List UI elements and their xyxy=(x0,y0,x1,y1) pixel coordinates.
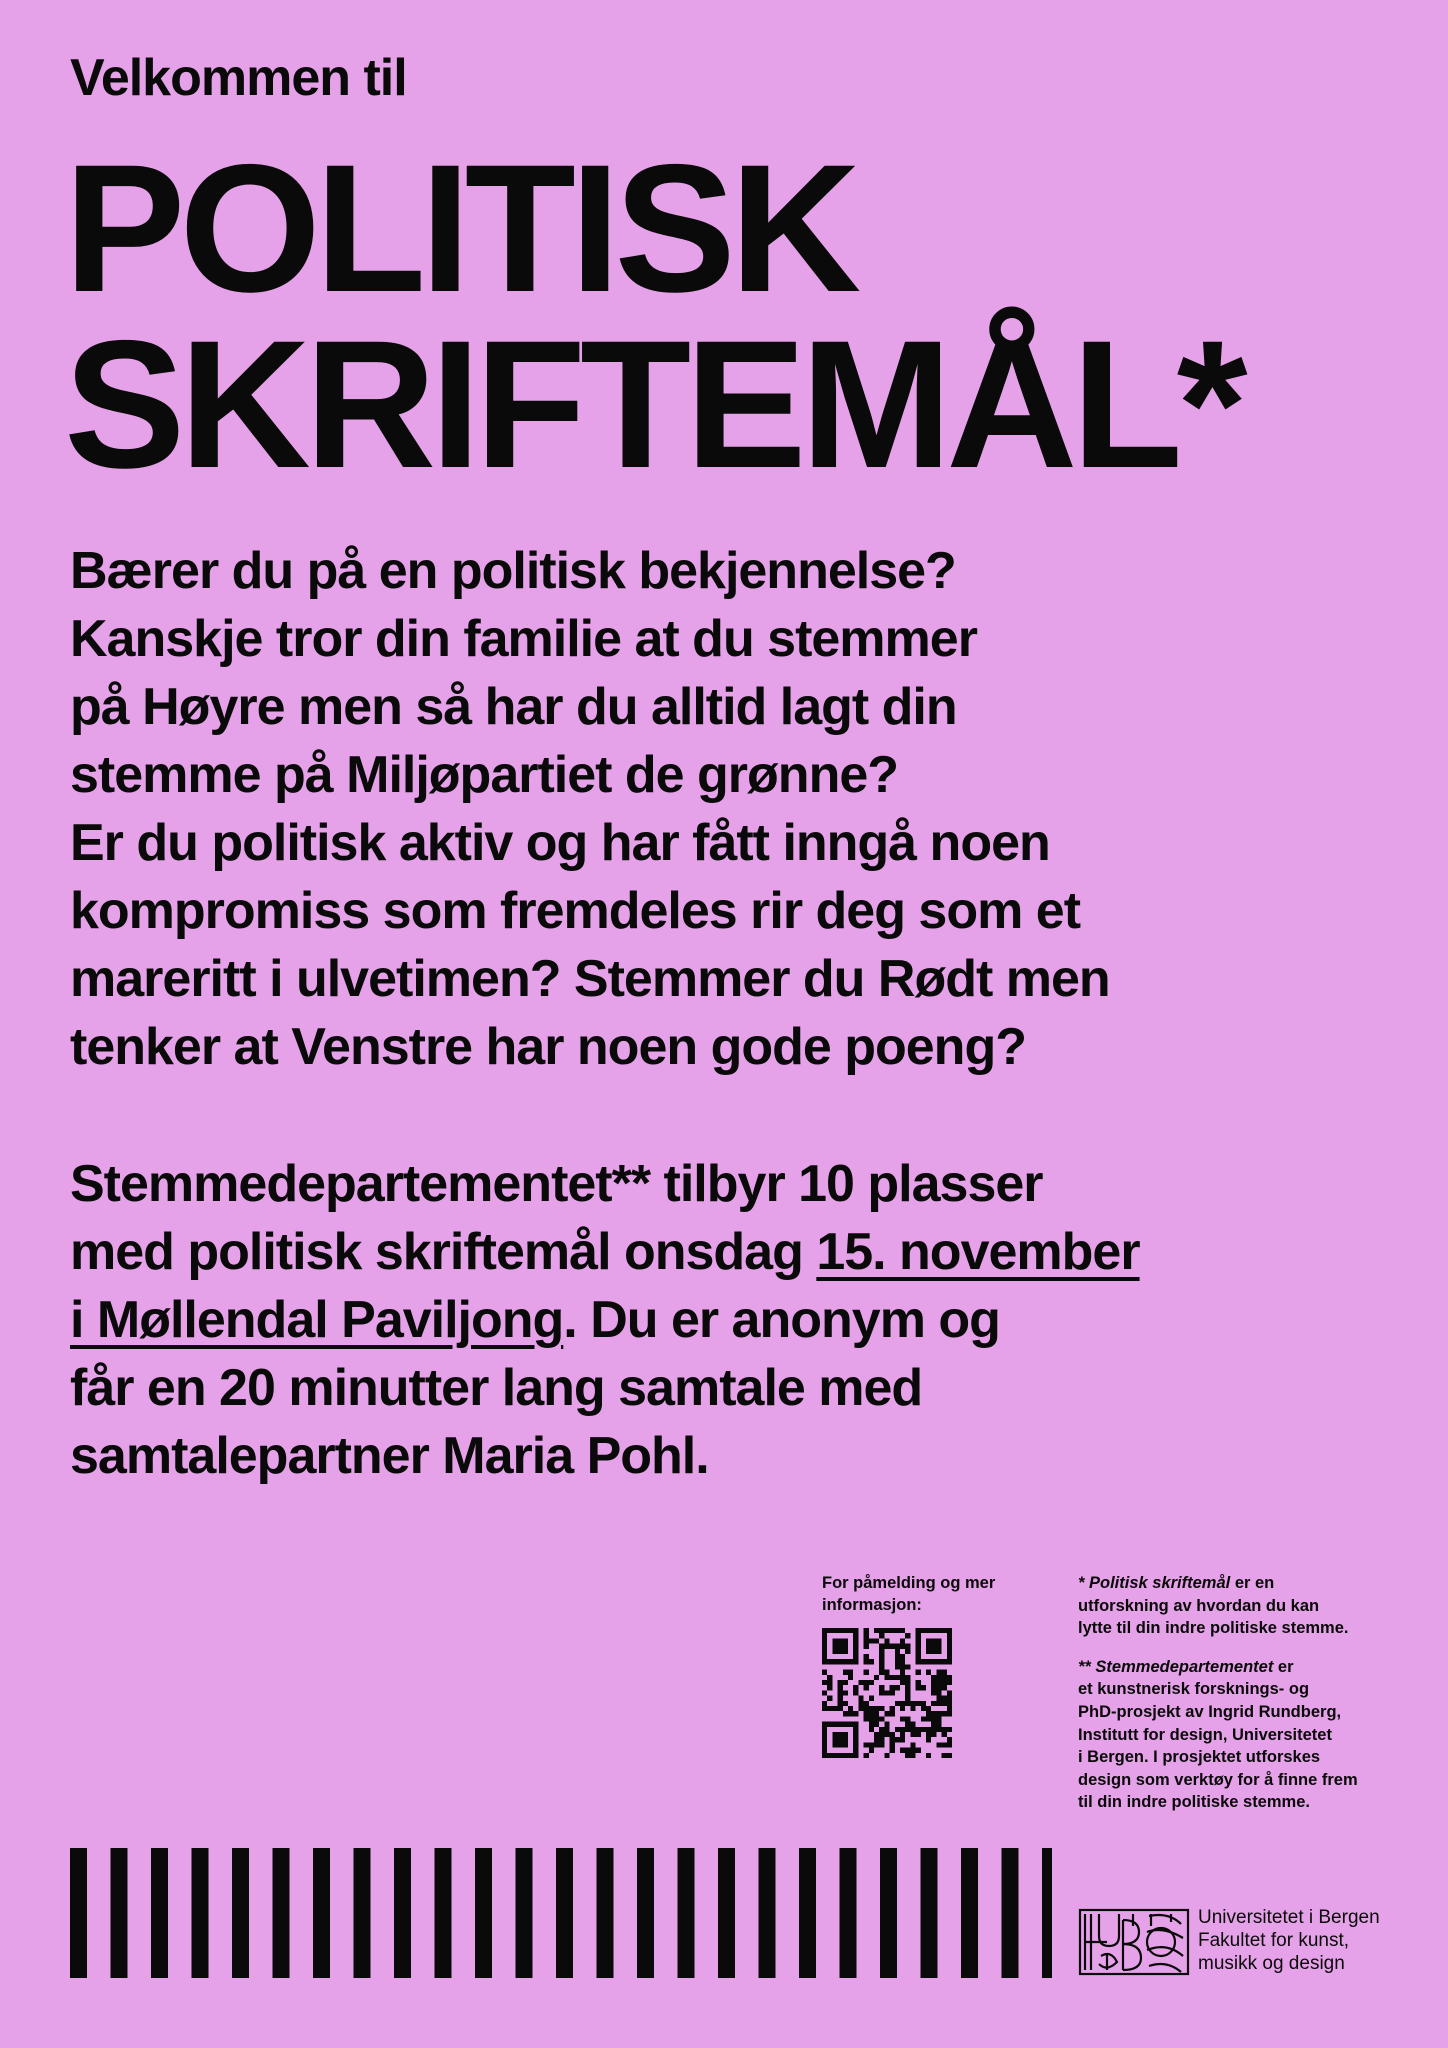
footnote-text: er xyxy=(1273,1657,1294,1676)
offer-text: med politisk skriftemål onsdag xyxy=(70,1223,817,1281)
stripe-bar xyxy=(475,1848,492,1978)
stripe-bar xyxy=(1002,1848,1019,1978)
intro-line: tenker at Venstre har noen gode poeng? xyxy=(70,1018,1026,1076)
stripe-bar xyxy=(435,1848,452,1978)
stripe-bar xyxy=(273,1848,290,1978)
title-line-1: POLITISK xyxy=(64,126,856,330)
institution-name xyxy=(1198,1906,1438,1975)
footnote-1-line xyxy=(1078,1572,1418,1595)
stripe-bar xyxy=(799,1848,816,1978)
stripe-bar xyxy=(354,1848,371,1978)
stripe-bar xyxy=(232,1848,249,1978)
page-title xyxy=(64,126,1242,506)
offer-line-4: får en 20 minutter lang samtale med xyxy=(70,1359,923,1417)
intro-line: Bærer du på en politisk bekjennelse? xyxy=(70,542,956,600)
intro-line: på Høyre men så har du alltid lagt din xyxy=(70,678,957,736)
stripe-bar xyxy=(556,1848,573,1978)
stripe-bar xyxy=(111,1848,128,1978)
qr-modules xyxy=(822,1628,952,1758)
footnote-1-term: * Politisk skriftemål xyxy=(1078,1574,1231,1592)
offer-line-3 xyxy=(70,1286,1370,1354)
offer-paragraph xyxy=(70,1150,1370,1490)
barcode-stripes-graphic xyxy=(70,1848,1052,1978)
footnote-1-line: utforskning av hvordan du kan xyxy=(1078,1596,1320,1615)
stripe-bar xyxy=(637,1848,654,1978)
footnote-2-line: Institutt for design, Universitetet xyxy=(1078,1725,1332,1744)
footnote-2-line: et kunstnerisk forsknings- og xyxy=(1078,1680,1310,1699)
footnote-1-line: lytte til din indre politiske stemme. xyxy=(1078,1619,1349,1638)
stripe-bar xyxy=(70,1848,87,1978)
stripe-bar xyxy=(1042,1848,1052,1978)
offer-line-5: samtalepartner Maria Pohl. xyxy=(70,1427,709,1485)
title-line-2: SKRIFTEMÅL* xyxy=(64,302,1242,506)
intro-line: Er du politisk aktiv og har fått inngå noen xyxy=(70,814,1050,872)
footnote-2-line: til din indre politiske stemme. xyxy=(1078,1793,1310,1812)
intro-line: stemme på Miljøpartiet de grønne? xyxy=(70,746,899,804)
footnotes xyxy=(1078,1572,1418,1814)
intro-line: kompromiss som fremdeles rir deg som et xyxy=(70,882,1081,940)
event-date: 15. november xyxy=(816,1223,1140,1281)
intro-paragraph xyxy=(70,537,1370,1081)
qr-code-icon[interactable] xyxy=(822,1628,952,1758)
stripe-bar xyxy=(151,1848,168,1978)
footnote-2-term: ** Stemmedepartementet xyxy=(1078,1657,1274,1676)
stripe-bar xyxy=(394,1848,411,1978)
uib-seal-icon xyxy=(1077,1906,1192,1978)
stripe-bar xyxy=(516,1848,533,1978)
stripe-bar xyxy=(840,1848,857,1978)
stripe-bar xyxy=(597,1848,614,1978)
stripe-bar xyxy=(192,1848,209,1978)
institution-line: musikk og design xyxy=(1198,1953,1345,1974)
offer-line-2 xyxy=(70,1218,1370,1286)
stripe-bar xyxy=(718,1848,735,1978)
intro-line: Kanskje tror din familie at du stemmer xyxy=(70,610,977,668)
footnote-spacer xyxy=(1078,1640,1418,1656)
welcome-text: Velkommen til xyxy=(70,49,407,107)
event-venue: i Møllendal Paviljong xyxy=(70,1291,564,1349)
institution-line: Universitetet i Bergen xyxy=(1198,1907,1380,1928)
footnote-2-line: i Bergen. I prosjektet utforskes xyxy=(1078,1748,1321,1767)
stripe-bar xyxy=(678,1848,695,1978)
signup-label: For påmelding og mer informasjon: xyxy=(822,1574,996,1614)
footnote-text: er en xyxy=(1230,1574,1275,1592)
stripe-bar xyxy=(880,1848,897,1978)
offer-line-1: Stemmedepartementet** tilbyr 10 plasser xyxy=(70,1155,1043,1213)
institution-line: Fakultet for kunst, xyxy=(1198,1930,1350,1951)
footnote-2-line xyxy=(1078,1656,1418,1679)
stripe-bar xyxy=(961,1848,978,1978)
footnote-2-line: design som verktøy for å finne frem xyxy=(1078,1770,1358,1789)
stripe-bar xyxy=(313,1848,330,1978)
stripe-bar xyxy=(921,1848,938,1978)
offer-text: . Du er anonym og xyxy=(563,1291,1000,1349)
footnote-2-line: PhD-prosjekt av Ingrid Rundberg, xyxy=(1078,1702,1342,1721)
stripe-bar xyxy=(759,1848,776,1978)
intro-line: mareritt i ulvetimen? Stemmer du Rødt men xyxy=(70,950,1110,1008)
